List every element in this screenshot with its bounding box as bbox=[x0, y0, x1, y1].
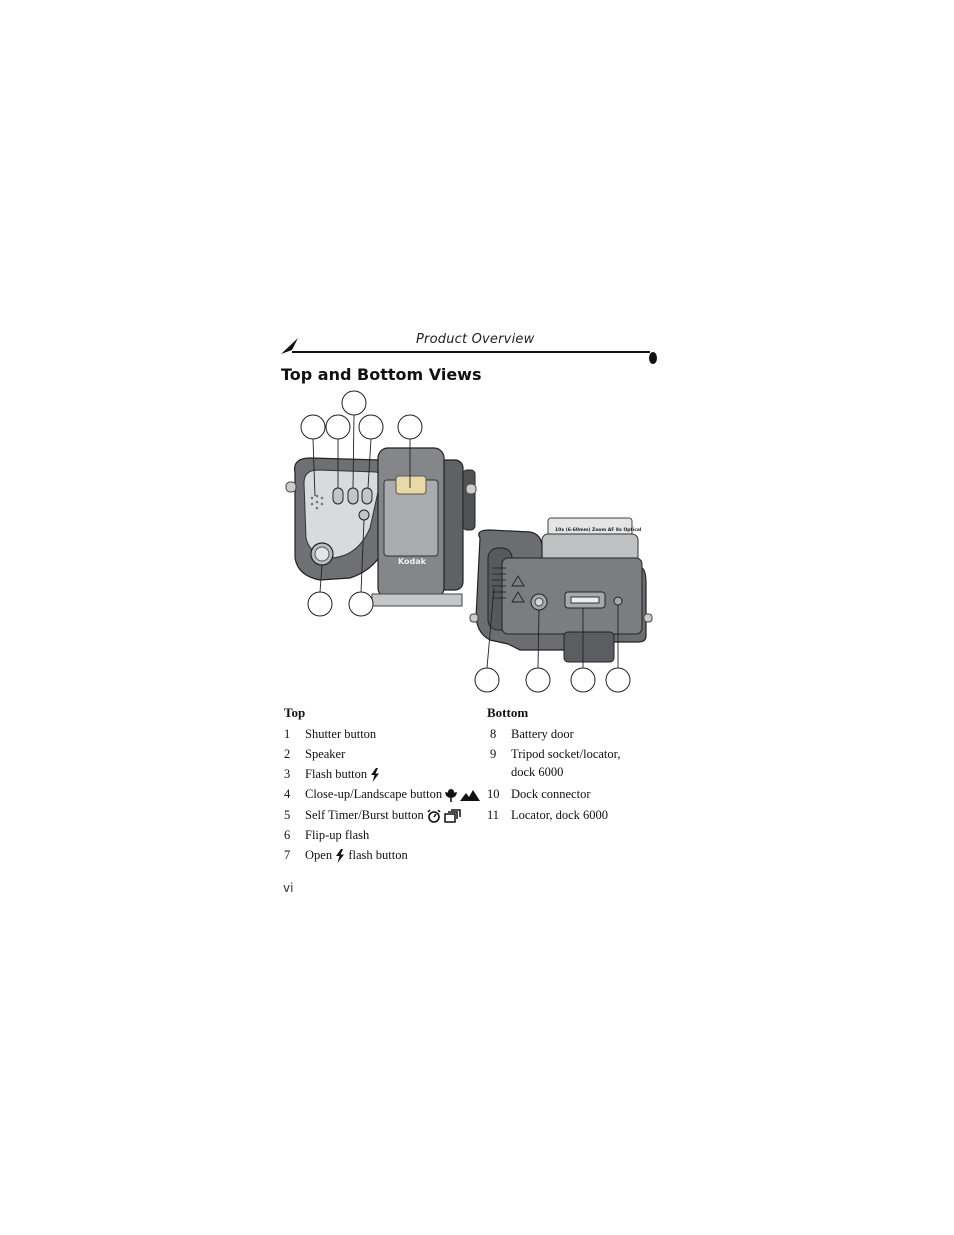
item-label-text: Flash button bbox=[305, 767, 368, 781]
item-label: Shutter button bbox=[305, 727, 377, 741]
legend-top-heading: Top bbox=[284, 705, 306, 720]
legend-top-item bbox=[284, 827, 474, 844]
legend-top-item bbox=[284, 847, 474, 864]
item-number: 3 bbox=[284, 767, 291, 781]
camera-diagram bbox=[280, 388, 660, 696]
self-timer-icon bbox=[427, 809, 441, 823]
header-title: Product Overview bbox=[416, 332, 535, 347]
landscape-icon bbox=[460, 789, 480, 801]
item-number: 8 bbox=[490, 727, 497, 741]
legend-top-item bbox=[284, 766, 474, 783]
camera-top-view bbox=[286, 391, 476, 616]
legend-top-item bbox=[284, 746, 474, 763]
legend-bottom-item bbox=[490, 726, 660, 743]
item-label: Speaker bbox=[305, 747, 346, 761]
item-number: 2 bbox=[284, 747, 291, 761]
section-title: Top and Bottom Views bbox=[281, 365, 482, 384]
item-label-text: Open bbox=[305, 848, 333, 862]
item-label-text: Self Timer/Burst button bbox=[305, 808, 424, 822]
item-label: Flip-up flash bbox=[305, 828, 370, 842]
item-label: Locator, dock 6000 bbox=[511, 808, 609, 822]
item-label-line2: dock 6000 bbox=[511, 765, 564, 779]
flash-icon bbox=[370, 768, 380, 782]
item-label: Battery door bbox=[511, 727, 574, 741]
legend-bottom-item bbox=[490, 746, 660, 780]
item-label-text-after: flash button bbox=[348, 848, 408, 862]
item-label bbox=[305, 807, 461, 824]
item-number: 6 bbox=[284, 828, 291, 842]
item-label bbox=[305, 786, 480, 803]
item-number: 5 bbox=[284, 808, 291, 822]
burst-icon bbox=[444, 809, 461, 823]
page-number: vi bbox=[283, 881, 294, 895]
legend-top-item bbox=[284, 726, 474, 743]
item-label: Tripod socket/locator, bbox=[511, 747, 621, 761]
item-number: 10 bbox=[487, 787, 500, 801]
legend-bottom-item bbox=[487, 786, 657, 803]
item-label: Dock connector bbox=[511, 787, 591, 801]
item-number: 7 bbox=[284, 848, 291, 862]
item-number: 11 bbox=[487, 808, 500, 822]
item-label bbox=[305, 766, 380, 783]
camera-bottom-view bbox=[470, 518, 652, 692]
legend-top-item bbox=[284, 786, 484, 803]
item-label-text: Close-up/Landscape button bbox=[305, 787, 443, 801]
item-label bbox=[305, 847, 408, 864]
brand-logo-top: Kodak bbox=[398, 557, 426, 566]
flash-icon bbox=[335, 849, 345, 863]
close-up-icon bbox=[445, 788, 457, 802]
legend-bottom-heading: Bottom bbox=[487, 705, 529, 720]
legend-bottom-item bbox=[487, 807, 657, 824]
lens-text: 10x (6-60mm) Zoom AF 8x Optical bbox=[555, 528, 642, 533]
item-number: 9 bbox=[490, 747, 497, 761]
item-number: 4 bbox=[284, 787, 291, 801]
legend-top-item bbox=[284, 807, 484, 824]
item-number: 1 bbox=[284, 727, 291, 741]
